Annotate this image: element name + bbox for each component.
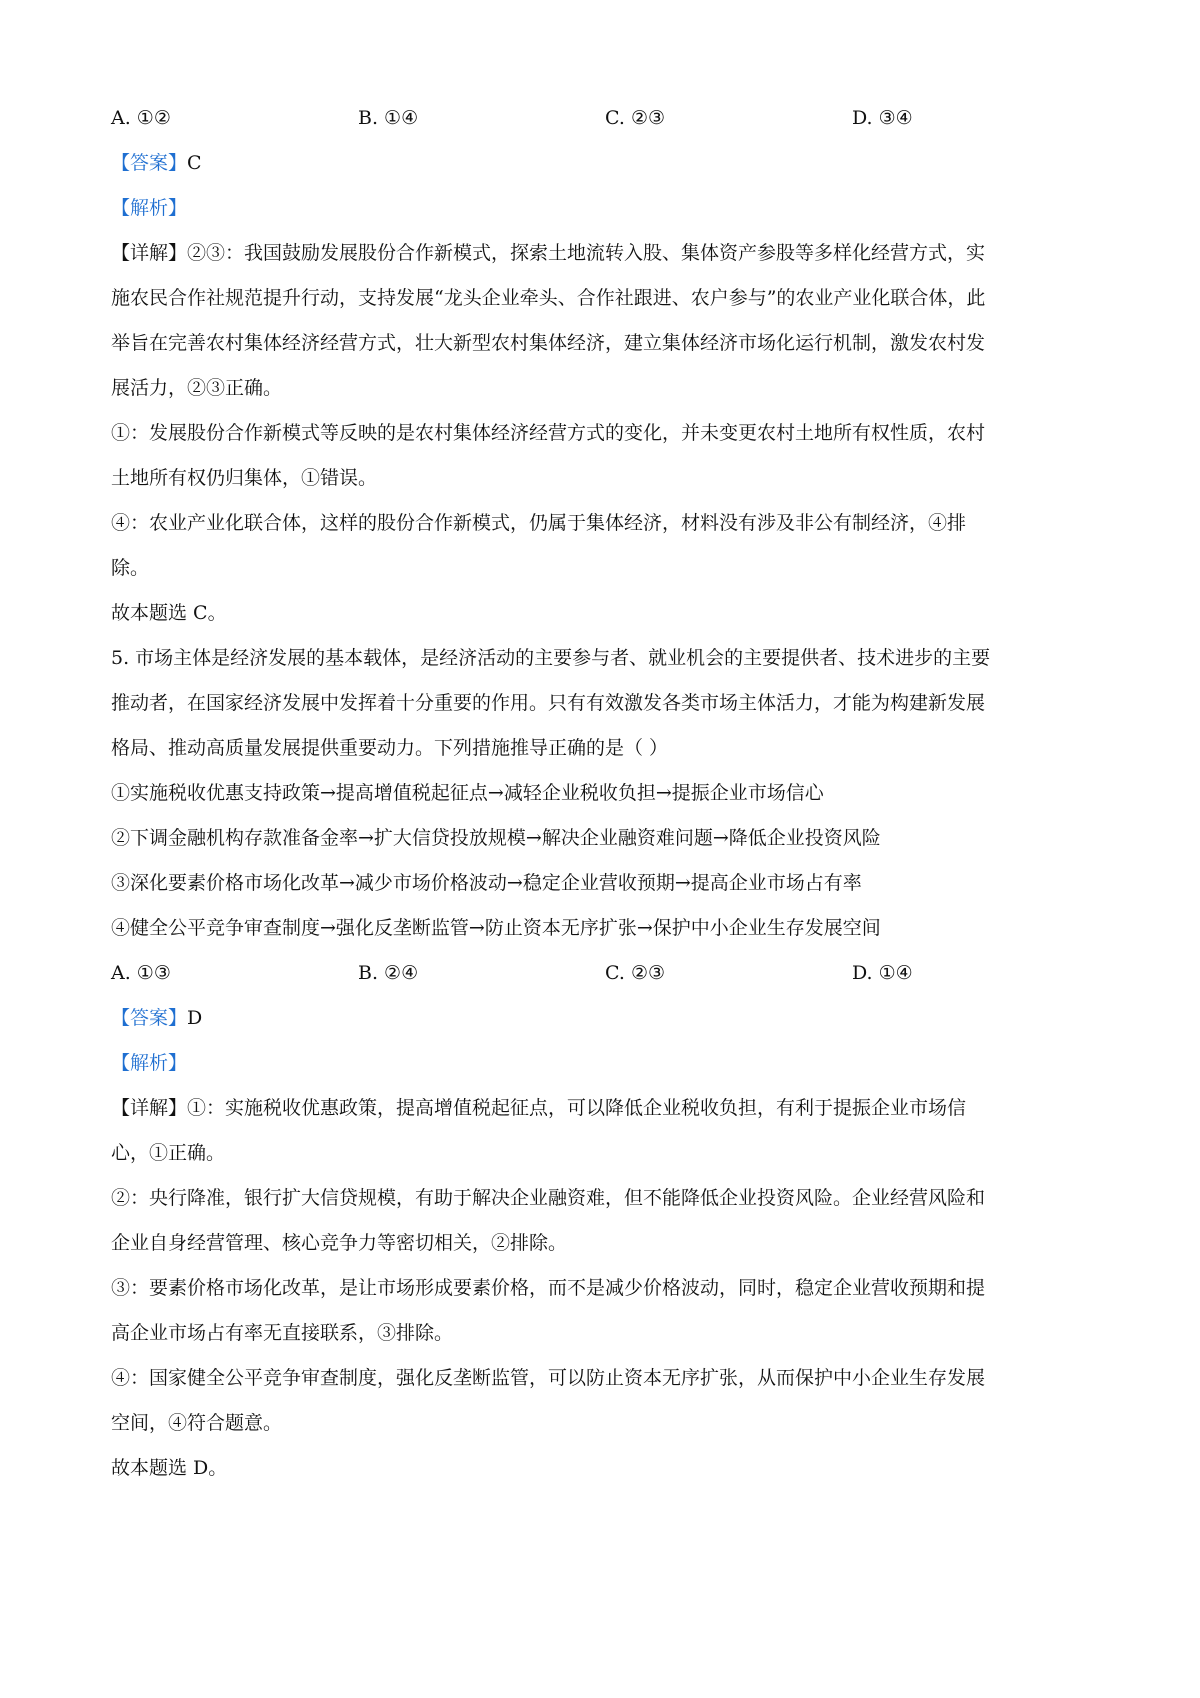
q5-answer-value: D [187, 1007, 203, 1029]
q5-option-c: C. ②③ [605, 962, 666, 984]
q4-detail-line-5: ①：发展股份合作新模式等反映的是农村集体经济经营方式的变化，并未变更农村土地所有权性质，农村 [111, 422, 986, 444]
q4-answer [111, 141, 1101, 186]
q5-answer [111, 996, 1101, 1041]
q4-analysis-heading [111, 186, 1101, 231]
q4-detail-line-4: 展活力，②③正确。 [111, 377, 283, 399]
q4-detail-line-6: 土地所有权仍归集体，①错误。 [111, 467, 378, 489]
q5-detail-line-4: 企业自身经营管理、核心竞争力等密切相关，②排除。 [111, 1232, 568, 1254]
q5-option-b: B. ②④ [358, 962, 419, 984]
q4-detail-line-3: 举旨在完善农村集体经济经营方式，壮大新型农村集体经济，建立集体经济市场化运行机制，激发农村发 [111, 332, 986, 354]
q5-analysis-heading [111, 1041, 1101, 1086]
q4-detail-line-7: ④：农业产业化联合体，这样的股份合作新模式，仍属于集体经济，材料没有涉及非公有制经济，④排 [111, 512, 967, 534]
q5-statement-1: ①实施税收优惠支持政策→提高增值税起征点→减轻企业税收负担→提振企业市场信心 [111, 782, 824, 804]
q4-detail-tag: 【详解】 [111, 242, 188, 264]
q4-option-c: C. ②③ [605, 107, 666, 129]
q5-option-a: A. ①③ [111, 962, 171, 984]
q5-statement-2: ②下调金融机构存款准备金率→扩大信贷投放规模→解决企业融资难问题→降低企业投资风险 [111, 827, 881, 849]
document-content [111, 96, 1101, 1491]
q5-detail-text: ①：实施税收优惠政策，提高增值税起征点，可以降低企业税收负担，有利于提振企业市场信 [187, 1097, 967, 1119]
q5-detail-line-8: 空间，④符合题意。 [111, 1412, 283, 1434]
q5-detail-line-3: ②：央行降准，银行扩大信贷规模，有助于解决企业融资难，但不能降低企业投资风险。企业经营风险和 [111, 1187, 986, 1209]
q5-statement-4: ④健全公平竞争审查制度→强化反垄断监管→防止资本无序扩张→保护中小企业生存发展空间 [111, 917, 881, 939]
q5-stem-line-3: 格局、推动高质量发展提供重要动力。下列措施推导正确的是（ ） [111, 737, 669, 759]
q4-answer-value: C [187, 152, 202, 174]
q4-detail-text: ②③：我国鼓励发展股份合作新模式，探索土地流转入股、集体资产参股等多样化经营方式，实 [187, 242, 986, 264]
q5-analysis-tag: 【解析】 [111, 1052, 188, 1074]
q4-option-d: D. ③④ [852, 107, 913, 129]
q4-option-b: B. ①④ [358, 107, 419, 129]
q5-detail-line-7: ④：国家健全公平竞争审查制度，强化反垄断监管，可以防止资本无序扩张，从而保护中小企业生存发展 [111, 1367, 986, 1389]
q4-options [111, 96, 1101, 141]
q4-detail-line-8: 除。 [111, 557, 150, 579]
q5-option-d: D. ①④ [852, 962, 913, 984]
q5-detail-tag: 【详解】 [111, 1097, 188, 1119]
q5-options [111, 951, 1101, 996]
q5-statement-3: ③深化要素价格市场化改革→减少市场价格波动→稳定企业营收预期→提高企业市场占有率 [111, 872, 862, 894]
q5-detail-line-5: ③：要素价格市场化改革，是让市场形成要素价格，而不是减少价格波动，同时，稳定企业营收预期和提 [111, 1277, 986, 1299]
q4-detail-line-1 [111, 231, 1101, 276]
q4-answer-tag: 【答案】 [111, 152, 188, 174]
q5-detail-line-2: 心，①正确。 [111, 1142, 226, 1164]
q4-conclusion: 故本题选 C。 [111, 602, 227, 624]
q5-stem-line-2: 推动者，在国家经济发展中发挥着十分重要的作用。只有有效激发各类市场主体活力，才能为构建新发展 [111, 692, 986, 714]
q4-detail-line-2: 施农民合作社规范提升行动，支持发展“龙头企业牵头、合作社跟进、农户参与”的农业产业化联合体，此 [111, 287, 986, 309]
q5-detail-line-1 [111, 1086, 1101, 1131]
q5-answer-tag: 【答案】 [111, 1007, 188, 1029]
q4-analysis-tag: 【解析】 [111, 197, 188, 219]
q5-detail-line-6: 高企业市场占有率无直接联系，③排除。 [111, 1322, 454, 1344]
q5-conclusion: 故本题选 D。 [111, 1457, 228, 1479]
q5-stem-line-1: 5. 市场主体是经济发展的基本载体，是经济活动的主要参与者、就业机会的主要提供者、技术进步的主要 [111, 647, 991, 669]
q4-option-a: A. ①② [111, 107, 171, 129]
